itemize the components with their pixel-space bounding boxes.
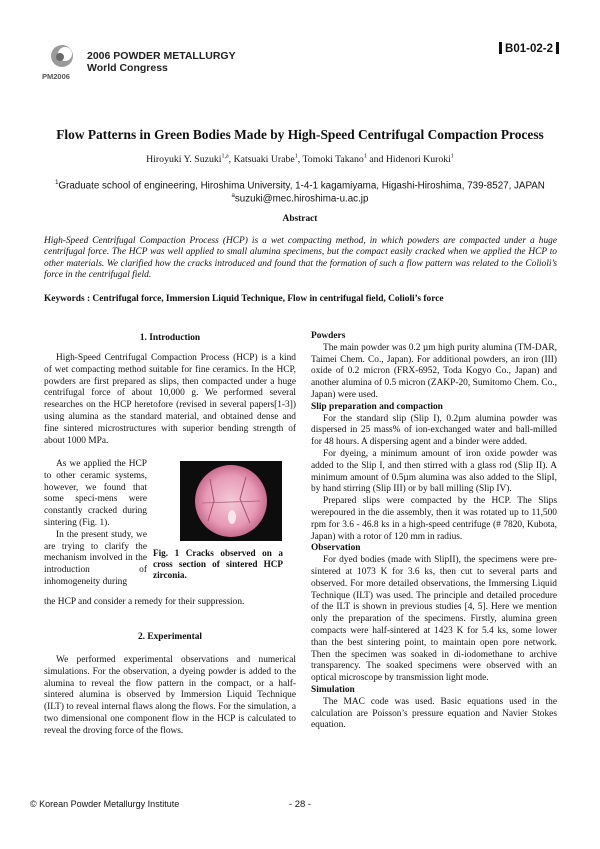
paper-id: B01-02-2 [505,43,553,55]
observation-text: For dyed bodies (made with SlipII), the specimens were pre-sintered at 1073 K for 3.6 ks, then cut to several parts and observed. For more detailed observations, the Immersing Liquid Technique (ILT) was used. The principle and detailed procedure of the ILT is shown in previous studies [4, 5]. Here we mention only the preparation of the specimens. Firstly, alumina green compacts were half-sintered at 1423 K for 5.4 ks, some lower than the best sintering point, to maintain open pore network. Then the specimen was soaked in di-iodomethane to archive transparency. The soaked specimens were observed with an optical microscope by transmission light mode. [311,555,557,684]
intro-p1: High-Speed Centrifugal Compaction Process (HCP) is a kind of wet compacting method suitable for fine ceramics. In the HCP, powders are first prepared as slips, then compacted under a huge centrifugal force of about 10,000 g. We performed several researches on the HCP heretofore (revised in several papers[1-3]) using alumina as the standard material, and obtained dense and fine sintered microstructures with superior bending strength of about 1000 MPa. [44,353,296,446]
authors-text: Hiroyuki Y. Suzuki$^{1,a}$, Katsuaki Urabe$^1$, Tomoki Takano$^1$ and Hidenori Kuroki$^1$ [146,154,454,166]
left-bar-icon [499,42,502,54]
logo-text: PM2006 [42,72,70,81]
experimental-p1: We performed experimental observations and numerical simulations. For the observation, a dyeing powder is added to the alumina to reveal the flow pattern in the compact, or a half-sintered alumina is observed by Immersion Liquid Technique (ILT) to reveal internal flaws along the flows. For the simulation, a two dimensional one component flow in the HCP is calculated to reveal the droving force of the flows. [44,655,296,736]
figure-1-image [180,461,282,541]
pm2006-logo [44,42,80,84]
conference-line-1: 2006 POWDER METALLURGY [87,50,236,62]
slip-text-1: For the standard slip (Slip I), 0.2µm alumina powder was dispersed in 25 mass% of ion-exchanged water and ball-milled for 48 hours. A dispersing agent and a binder were added. [311,413,557,448]
paper-title: Flow Patterns in Green Bodies Made by High-Speed Centrifugal Compaction Process [56,127,544,142]
intro-p3-end: the HCP and consider a remedy for their suppression. [44,597,245,607]
copyright: © Korean Powder Metallurgy Institute [30,799,180,809]
figure-1-caption: Fig. 1 Cracks observed on a cross section of sintered HCP zirconia. [153,548,283,581]
authors [0,154,600,165]
conference-name [87,50,236,74]
conference-line-2: World Congress [87,62,168,74]
intro-paragraph-2 [44,459,147,589]
affiliation-block [20,178,580,205]
simulation-heading: Simulation [311,684,355,695]
slip-text-3: Prepared slips were compacted by the HCP. The Slips werepoured in the die assembly, then it was rotated up to 11,500 rpm for 3.6 - 46.8 ks in a high-speed centrifuge (# 7820, Kubota, Japan) with a rotor of 120 mm in radius. [311,496,557,542]
intro-p2: As we applied the HCP to other ceramic systems, however, we found that some speci-mens were constantly cracked during sintering (Fig. 1). [44,459,147,528]
introduction-heading: 1. Introduction [139,333,201,343]
page-number: - 28 - [288,799,312,810]
slip-heading: Slip preparation and compaction [311,401,443,412]
abstract-heading: Abstract [282,214,318,224]
email: $^a$suzuki@mec.hiroshima-u.ac.jp [231,193,369,205]
slip-text-2: For dyeing, a minimum amount of iron oxide powder was added to the Slip I, and then stirred with a glass rod (Slip II). A minimum amount of 0.5µm alumina was also added to the SlipI, by hand stirring (Slip III) or by ball milling (Slip IV). [311,448,557,495]
experimental-heading: 2. Experimental [137,632,203,642]
affiliation: $^1$Graduate school of engineering, Hiroshima University, 1-4-1 kagamiyama, Higashi-Hiroshima, 739-8527, JAPAN [55,180,545,192]
paper-id-badge [496,42,562,55]
intro-paragraph-3-end [44,597,296,609]
observation-heading: Observation [311,543,361,554]
simulation-text: The MAC code was used. Basic equations used in the calculation are Poisson’s pressure equation and Navier Stokes equation. [311,696,557,731]
intro-p3: In the present study, we are trying to clarify the mechanism involved in the introduction of inhomogeneity during [44,529,147,587]
right-bar-icon [556,42,559,54]
intro-paragraph-1 [44,353,296,447]
experimental-paragraph [44,655,296,738]
powders-heading: Powders [311,331,346,341]
cracked-zirconia-photo [180,461,282,541]
keywords: Keywords : Centrifugal force, Immersion Liquid Technique, Flow in centrifugal field, Colioli’s force [44,294,444,304]
right-column [311,331,557,732]
abstract-text: High-Speed Centrifugal Compaction Process (HCP) is a wet compacting method, in which powders are compacted under a huge centrifugal force. The HCP was well applied to small alumina specimens, but the compact easily cracked when we applied the HCP to other materials. We clarified how the cracks introduced and found that the formation of such a flow pattern was related to the Colioli’s force in the centrifugal field. [44,236,557,281]
powders-text: The main powder was 0.2 µm high purity alumina (TM-DAR, Taimei Chem. Co., Japan). For additional powders, an iron (III) oxide of 0.2 micron (FRX-6952, Toda Kogyo Co., Japan) and another alumina of 0.5 micron (ZAKP-20, Sumitomo Chem. Co., Japan) were used. [311,342,557,400]
